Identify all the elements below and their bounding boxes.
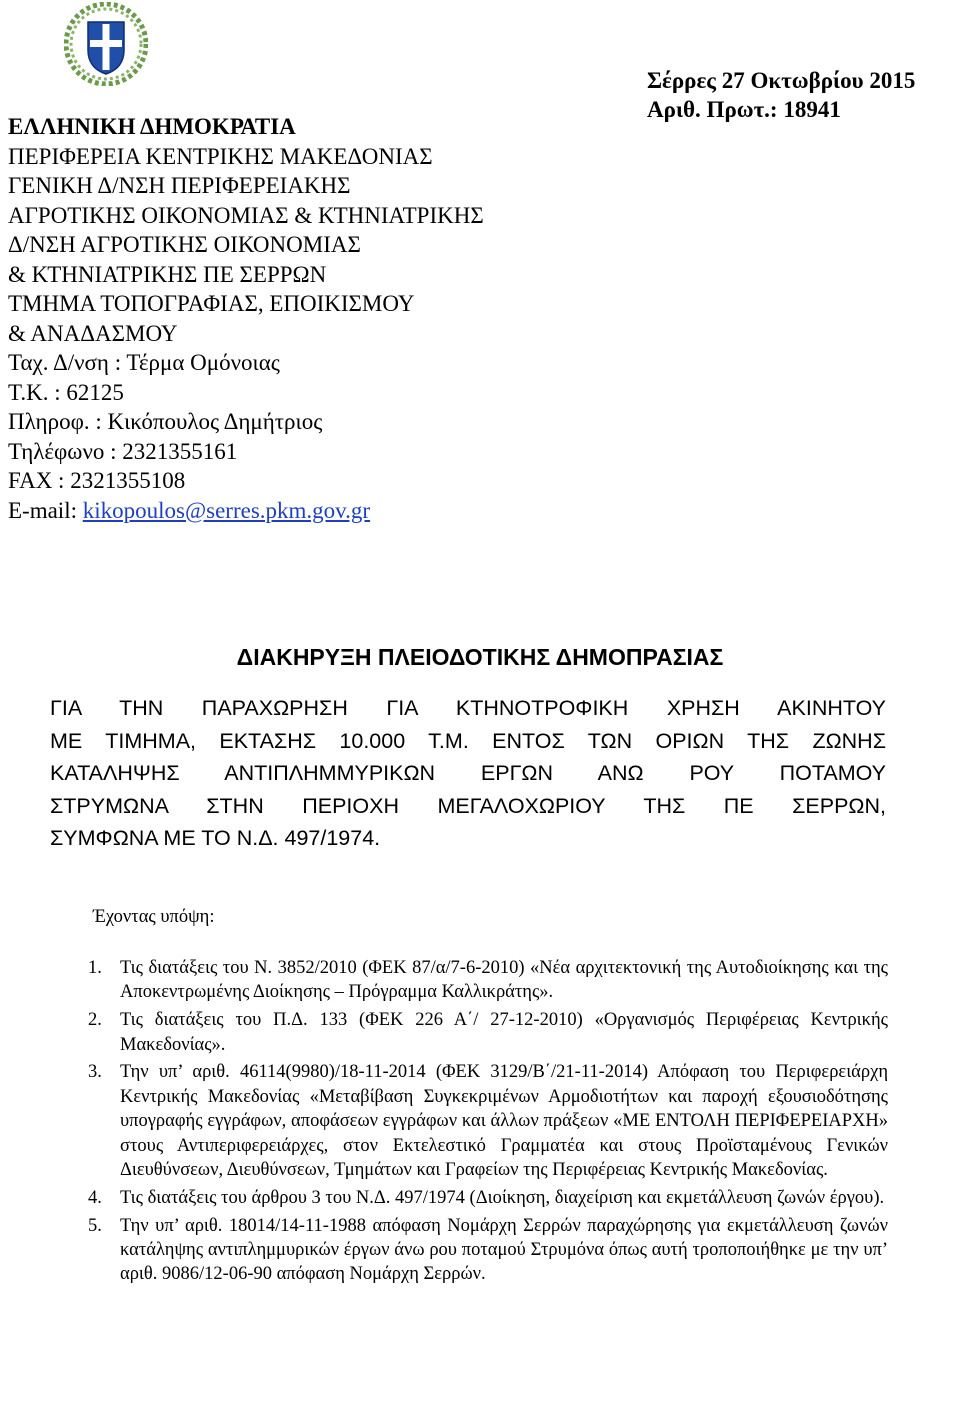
date-protocol-block bbox=[647, 66, 960, 124]
greek-emblem-icon bbox=[64, 2, 148, 86]
item-text: Τις διατάξεις του άρθρου 3 του Ν.Δ. 497/1974 (Διοίκηση, διαχείριση και εκμετάλλευση ζωνών έργου). bbox=[120, 1187, 885, 1208]
item-number: 4. bbox=[88, 1187, 102, 1208]
item-text: Τις διατάξεις του Ν. 3852/2010 (ΦΕΚ 87/α/7-6-2010) «Νέα αρχιτεκτονική της Αυτοδιοίκησης και της Αποκεντρωμένης Διοίκησης – Πρόγραμμα Καλλικράτης». bbox=[120, 958, 888, 1003]
list-item bbox=[88, 1060, 888, 1182]
place-date: Σέρρες 27 Οκτωβρίου 2015 bbox=[647, 68, 916, 93]
protocol-value: : 18941 bbox=[769, 97, 841, 122]
email-link[interactable]: kikopoulos@serres.pkm.gov.gr bbox=[82, 497, 371, 523]
item-text: Την υπ’ αριθ. 18014/14-11-1988 απόφαση Νομάρχη Σερρών παραχώρησης για εκμετάλλευση ζωνών κατάληψης αντιπλημμυρικών έργων άνω ρου ποταμού Στρυμόνα όπως αυτή τροποποιήθηκε με την υπ’ αριθ. 9086/12-06-90 απόφαση Νομάρχη Σερρών. bbox=[120, 1215, 888, 1285]
document-title: ΔΙΑΚΗΡΥΞΗ ΠΛΕΙΟΔΟΤΙΚΗΣ ΔΗΜΟΠΡΑΣΙΑΣ bbox=[236, 644, 724, 670]
org-line: Δ/ΝΣΗ ΑΓΡΟΤΙΚΗΣ ΟΙΚΟΝΟΜΙΑΣ bbox=[8, 232, 361, 257]
list-item bbox=[88, 1214, 888, 1287]
considerations-list bbox=[88, 956, 888, 1290]
list-item bbox=[88, 1186, 888, 1210]
email-line bbox=[8, 496, 628, 526]
postal-code: Τ.Κ. : 62125 bbox=[8, 379, 124, 405]
item-text: Τις διατάξεις του Π.Δ. 133 (ΦΕΚ 226 Α΄/ 27-12-2010) «Οργανισμός Περιφέρειας Κεντρικής Μακεδονίας». bbox=[120, 1010, 888, 1055]
considering-heading: Έχοντας υπόψη: bbox=[93, 907, 215, 927]
item-number: 1. bbox=[88, 958, 102, 978]
item-number: 5. bbox=[88, 1215, 102, 1236]
document-subtitle bbox=[50, 692, 886, 855]
subtitle-line: ΚΑΤΑΛΗΨΗΣ ΑΝΤΙΠΛΗΜΜΥΡΙΚΩΝ ΕΡΓΩΝ ΑΝΩ ΡΟΥ ΠΟΤΑΜΟΥ bbox=[50, 761, 886, 785]
org-line: ΤΜΗΜΑ ΤΟΠΟΓΡΑΦΙΑΣ, ΕΠΟΙΚΙΣΜΟΥ bbox=[8, 291, 415, 316]
item-number: 2. bbox=[88, 1010, 102, 1031]
list-item bbox=[88, 956, 888, 1005]
subtitle-line: ΣΥΜΦΩΝΑ ΜΕ ΤΟ Ν.Δ. 497/1974. bbox=[50, 826, 381, 850]
subtitle-line: ΓΙΑ ΤΗΝ ΠΑΡΑΧΩΡΗΣΗ ΓΙΑ ΚΤΗΝΟΤΡΟΦΙΚΗ ΧΡΗΣΗ ΑΚΙΝΗΤΟΥ bbox=[50, 696, 886, 720]
info-label: Πληροφ. bbox=[8, 409, 90, 434]
protocol-label: Αριθ. Πρωτ. bbox=[647, 97, 770, 122]
info-value: : Κικόπουλος Δημήτριος bbox=[89, 409, 323, 434]
subtitle-line: ΜΕ ΤΙΜΗΜΑ, ΕΚΤΑΣΗΣ 10.000 Τ.Μ. ΕΝΤΟΣ ΤΩΝ ΟΡΙΩΝ ΤΗΣ ΖΩΝΗΣ bbox=[50, 728, 886, 753]
fax: FAX : 2321355108 bbox=[8, 468, 186, 493]
info-line bbox=[8, 407, 628, 437]
org-line: ΓΕΝΙΚΗ Δ/ΝΣΗ ΠΕΡΙΦΕΡΕΙΑΚΗΣ bbox=[8, 173, 351, 198]
org-line: ΠΕΡΙΦΕΡΕΙΑ ΚΕΝΤΡΙΚΗΣ ΜΑΚΕΔΟΝΙΑΣ bbox=[8, 143, 433, 169]
org-line: ΑΓΡΟΤΙΚΗΣ ΟΙΚΟΝΟΜΙΑΣ & ΚΤΗΝΙΑΤΡΙΚΗΣ bbox=[8, 202, 484, 228]
item-text: Την υπ’ αριθ. 46114(9980)/18-11-2014 (ΦΕΚ 3129/Β΄/21-11-2014) Απόφαση του Περιφερειάρχη Κεντρικής Μακεδονίας «Μεταβίβαση Συγκεκριμένων Αρμοδιοτήτων και παροχή εξουσιοδότησης υπογραφής εγγράφων, αποφάσεων εγγράφων και άλλων πράξεων «ΜΕ ΕΝΤΟΛΗ ΠΕΡΙΦΕΡΕΙΑΡΧΗ» στους Αντιπεριφερειάρχες, στον Εκτελεστικό Γραμματέα και στους Προϊσταμένους Γενικών Διευθύνσεων, Διευθύνσεων, Τμημάτων και Γραφείων της Περιφέρειας Κεντρικής Μακεδονίας. bbox=[120, 1062, 888, 1181]
org-line: & ΚΤΗΝΙΑΤΡΙΚΗΣ ΠΕ ΣΕΡΡΩΝ bbox=[8, 261, 327, 287]
subtitle-line: ΣΤΡΥΜΩΝΑ ΣΤΗΝ ΠΕΡΙΟΧΗ ΜΕΓΑΛΟΧΩΡΙΟΥ ΤΗΣ ΠΕ ΣΕΡΡΩΝ, bbox=[50, 793, 886, 818]
list-item bbox=[88, 1008, 888, 1057]
address: Ταχ. Δ/νση : Τέρμα Ομόνοιας bbox=[8, 350, 280, 375]
phone: Τηλέφωνο : 2321355161 bbox=[8, 438, 238, 464]
email-label: E-mail: bbox=[8, 497, 83, 523]
sender-block bbox=[8, 112, 628, 525]
protocol-number bbox=[647, 95, 960, 124]
org-line: & ΑΝΑΔΑΣΜΟΥ bbox=[8, 320, 178, 346]
item-number: 3. bbox=[88, 1062, 102, 1083]
org-line: ΕΛΛΗΝΙΚΗ ΔΗΜΟΚΡΑΤΙΑ bbox=[8, 114, 296, 139]
